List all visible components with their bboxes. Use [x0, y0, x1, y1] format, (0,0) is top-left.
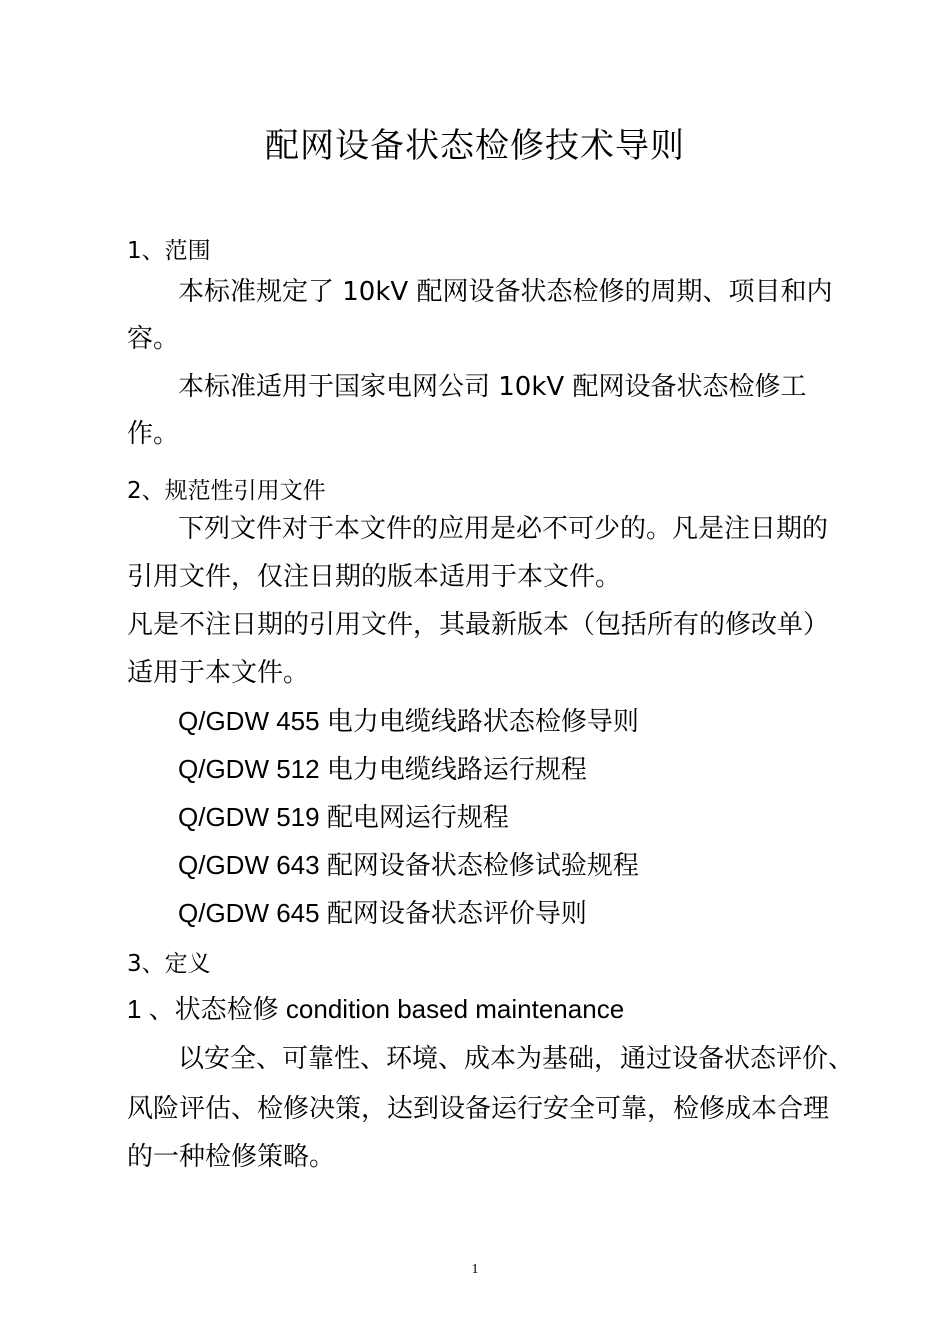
reference-item: Q/GDW 512 电力电缆线路运行规程	[178, 754, 587, 784]
paragraph-line: 下列文件对于本文件的应用是必不可少的。凡是注日期的	[178, 514, 829, 544]
reference-item: Q/GDW 643 配网设备状态检修试验规程	[178, 850, 639, 880]
reference-item: Q/GDW 455 电力电缆线路状态检修导则	[178, 706, 639, 736]
paragraph-line: 引用文件，仅注日期的版本适用于本文件。	[127, 562, 622, 592]
section-heading-scope: 1、范围	[127, 238, 211, 264]
paragraph-line: 风险评估、检修决策，达到设备运行安全可靠，检修成本合理	[127, 1094, 830, 1124]
paragraph-line: 本标准适用于国家电网公司 10kV 配网设备状态检修工	[178, 372, 807, 402]
definition-term: 1 、状态检修 condition based maintenance	[127, 994, 625, 1024]
section-heading-references: 2、规范性引用文件	[127, 478, 326, 504]
reference-item: Q/GDW 645 配网设备状态评价导则	[178, 898, 587, 928]
document-title: 配网设备状态检修技术导则	[265, 126, 685, 166]
page-number: 1	[471, 1262, 479, 1277]
section-heading-definitions: 3、定义	[127, 951, 211, 977]
paragraph-line: 容。	[127, 324, 180, 354]
paragraph-line: 适用于本文件。	[127, 658, 310, 688]
paragraph-line: 本标准规定了 10kV 配网设备状态检修的周期、项目和内	[178, 277, 833, 307]
paragraph-line: 作。	[127, 419, 180, 449]
reference-item: Q/GDW 519 配电网运行规程	[178, 802, 509, 832]
paragraph-line: 以安全、可靠性、环境、成本为基础，通过设备状态评价、	[178, 1044, 855, 1074]
paragraph-line: 的一种检修策略。	[127, 1142, 336, 1172]
paragraph-line: 凡是不注日期的引用文件，其最新版本（包括所有的修改单）	[127, 610, 830, 640]
